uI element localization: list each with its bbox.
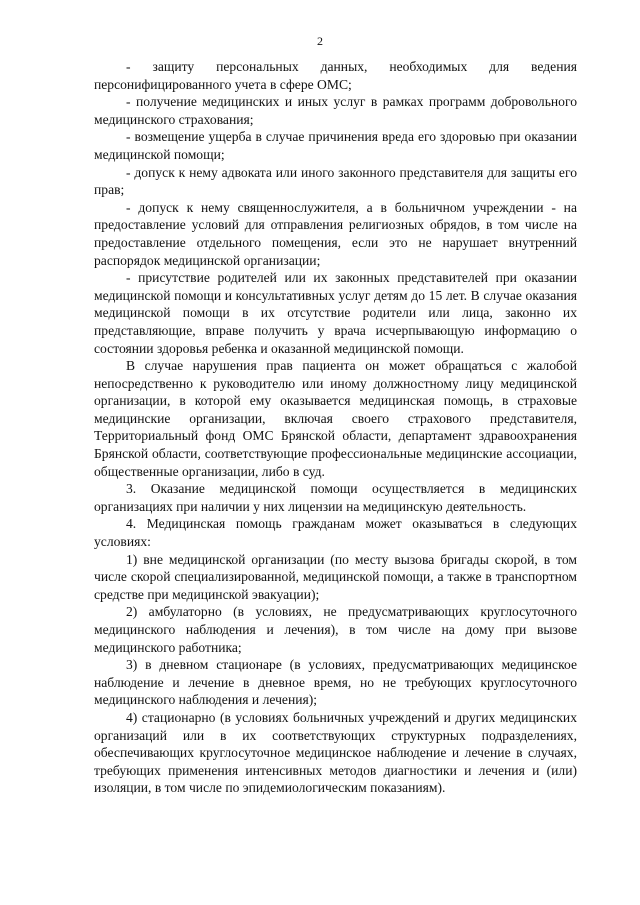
page-number: 2 xyxy=(317,34,323,48)
paragraph-complaints: В случае нарушения прав пациента он может обращаться с жалобой непосредственно к руководителю или иному должностному лицу медицинской организации, в которой ему оказывается медицинская помощь, в страховые медицинские организации, включая своего страхового представителя, Территориальный фонд ОМС Брянской области, департамент здравоохранения Брянской области, соответствующие профессиональные медицинские ассоциации, общественные организации, либо в суд. xyxy=(94,358,577,479)
paragraph-damage-compensation: - возмещение ущерба в случае причинения вреда его здоровью при оказании медицинской помощи; xyxy=(94,129,577,162)
paragraph-condition-day-hospital: 3) в дневном стационаре (в условиях, предусматривающих медицинское наблюдение и лечение в дневное время, но не требующих круглосуточного медицинского наблюдения и лечения); xyxy=(94,657,577,708)
paragraph-care-conditions: 4. Медицинская помощь гражданам может оказываться в следующих условиях: xyxy=(94,516,577,550)
paragraph-condition-outpatient: 2) амбулаторно (в условиях, не предусматривающих круглосуточного медицинского наблюдения и лечения), в том числе на дому при вызове медицинского работника; xyxy=(94,604,577,655)
paragraph-parents-presence: - присутствие родителей или их законных представителей при оказании медицинской помощи и консультативных услуг детям до 15 лет. В случае оказания медицинской помощи в их отсутствие родители или лица, законно их представляющие, вправе получить у врача исчерпывающую информацию о состоянии здоровья ребенка и оказанной медицинской помощи. xyxy=(94,270,577,356)
paragraph-voluntary-insurance: - получение медицинских и иных услуг в рамках программ добровольного медицинского страхования; xyxy=(94,94,577,127)
paragraph-personal-data: - защиту персональных данных, необходимых для ведения персонифицированного учета в сфере ОМС; xyxy=(94,59,577,92)
paragraph-lawyer-access: - допуск к нему адвоката или иного законного представителя для защиты его прав; xyxy=(94,164,577,198)
paragraph-licensing: 3. Оказание медицинской помощи осуществляется в медицинских организациях при наличии у них лицензии на медицинскую деятельность. xyxy=(94,481,577,514)
document-body xyxy=(94,58,577,797)
paragraph-condition-outside: 1) вне медицинской организации (по месту вызова бригады скорой, в том числе скорой специализированной, медицинской помощи, а также в транспортном средстве при медицинской эвакуации); xyxy=(94,551,577,602)
paragraph-condition-inpatient: 4) стационарно (в условиях больничных учреждений и других медицинских организаций или в их соответствующих структурных подразделениях, обеспечивающих круглосуточное медицинское наблюдение и лечение в случаях, требующих применения интенсивных методов диагностики и лечения и (или) изоляции, в том числе по эпидемиологическим показаниям). xyxy=(94,709,577,796)
paragraph-clergy-access: - допуск к нему священнослужителя, а в больничном учреждении - на предоставление условий для отправления религиозных обрядов, в том числе на предоставление отдельного помещения, если это не нарушает внутренний распорядок медицинской организации; xyxy=(94,199,577,268)
